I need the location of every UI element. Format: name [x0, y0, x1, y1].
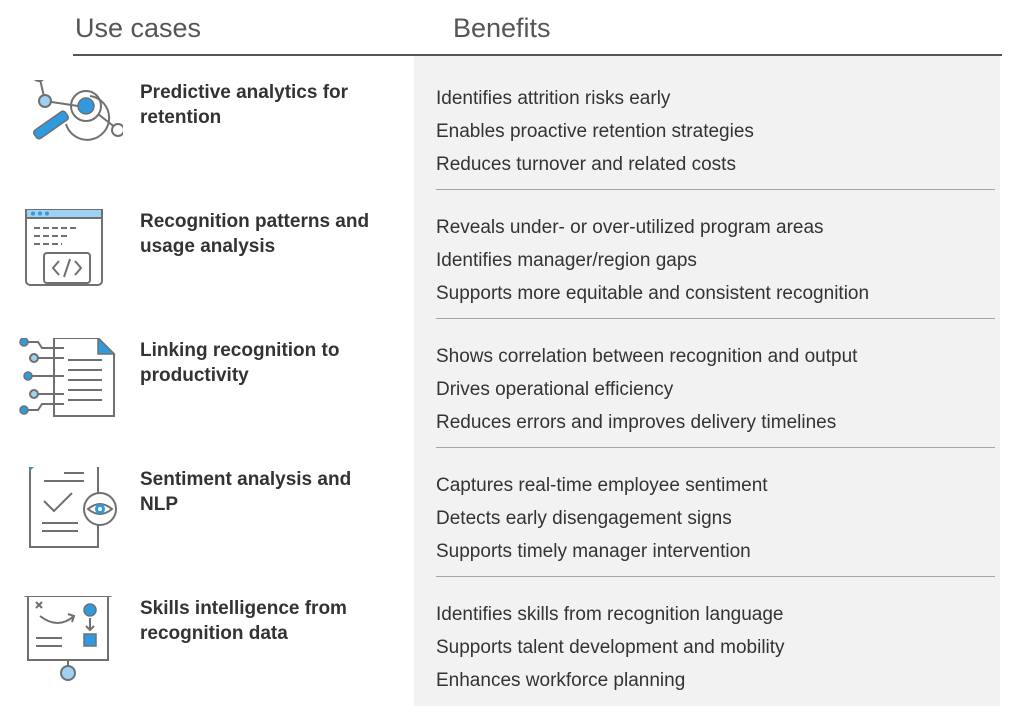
header-divider: [73, 54, 1002, 56]
benefit-item: Reveals under- or over-utilized program areas: [436, 217, 824, 238]
row-divider: [436, 318, 995, 319]
use-case-title: Sentiment analysis and NLP: [140, 469, 352, 515]
benefit-item: Shows correlation between recognition and output: [436, 346, 858, 367]
benefit-item: Identifies skills from recognition language: [436, 604, 784, 625]
use-cases-header: Use cases: [75, 13, 202, 43]
document-inputs-icon: [18, 338, 123, 433]
benefit-item: Detects early disengagement signs: [436, 508, 732, 529]
benefit-item: Reduces turnover and related costs: [436, 154, 736, 175]
use-case-title: Recognition patterns and usage analysis: [140, 211, 370, 257]
presentation-board-icon: [18, 596, 123, 691]
magnifier-network-icon: [18, 80, 123, 175]
benefit-item: Supports more equitable and consistent recognition: [436, 283, 870, 304]
use-case-title: Linking recognition to productivity: [140, 340, 340, 386]
use-case-title: Predictive analytics for retention: [140, 82, 349, 128]
use-case-title: Skills intelligence from recognition data: [140, 598, 347, 644]
benefit-item: Identifies attrition risks early: [436, 88, 671, 109]
use-case-row-skills-intelligence: [0, 596, 1017, 725]
benefits-list: [436, 340, 996, 439]
benefit-item: Drives operational efficiency: [436, 379, 674, 400]
document-eye-check-icon: [18, 467, 123, 562]
benefit-item: Identifies manager/region gaps: [436, 250, 697, 271]
benefits-list: [436, 211, 996, 310]
benefit-item: Enhances workforce planning: [436, 670, 686, 691]
benefit-item: Captures real-time employee sentiment: [436, 475, 768, 496]
benefits-list: [436, 598, 996, 697]
row-divider: [436, 447, 995, 448]
benefit-item: Reduces errors and improves delivery timelines: [436, 412, 837, 433]
benefit-item: Enables proactive retention strategies: [436, 121, 754, 142]
benefit-item: Supports timely manager intervention: [436, 541, 751, 562]
benefits-header: Benefits: [453, 13, 551, 43]
benefit-item: Supports talent development and mobility: [436, 637, 785, 658]
benefits-list: [436, 82, 996, 181]
code-window-icon: [18, 209, 123, 304]
row-divider: [436, 189, 995, 190]
benefits-list: [436, 469, 996, 568]
row-divider: [436, 576, 995, 577]
